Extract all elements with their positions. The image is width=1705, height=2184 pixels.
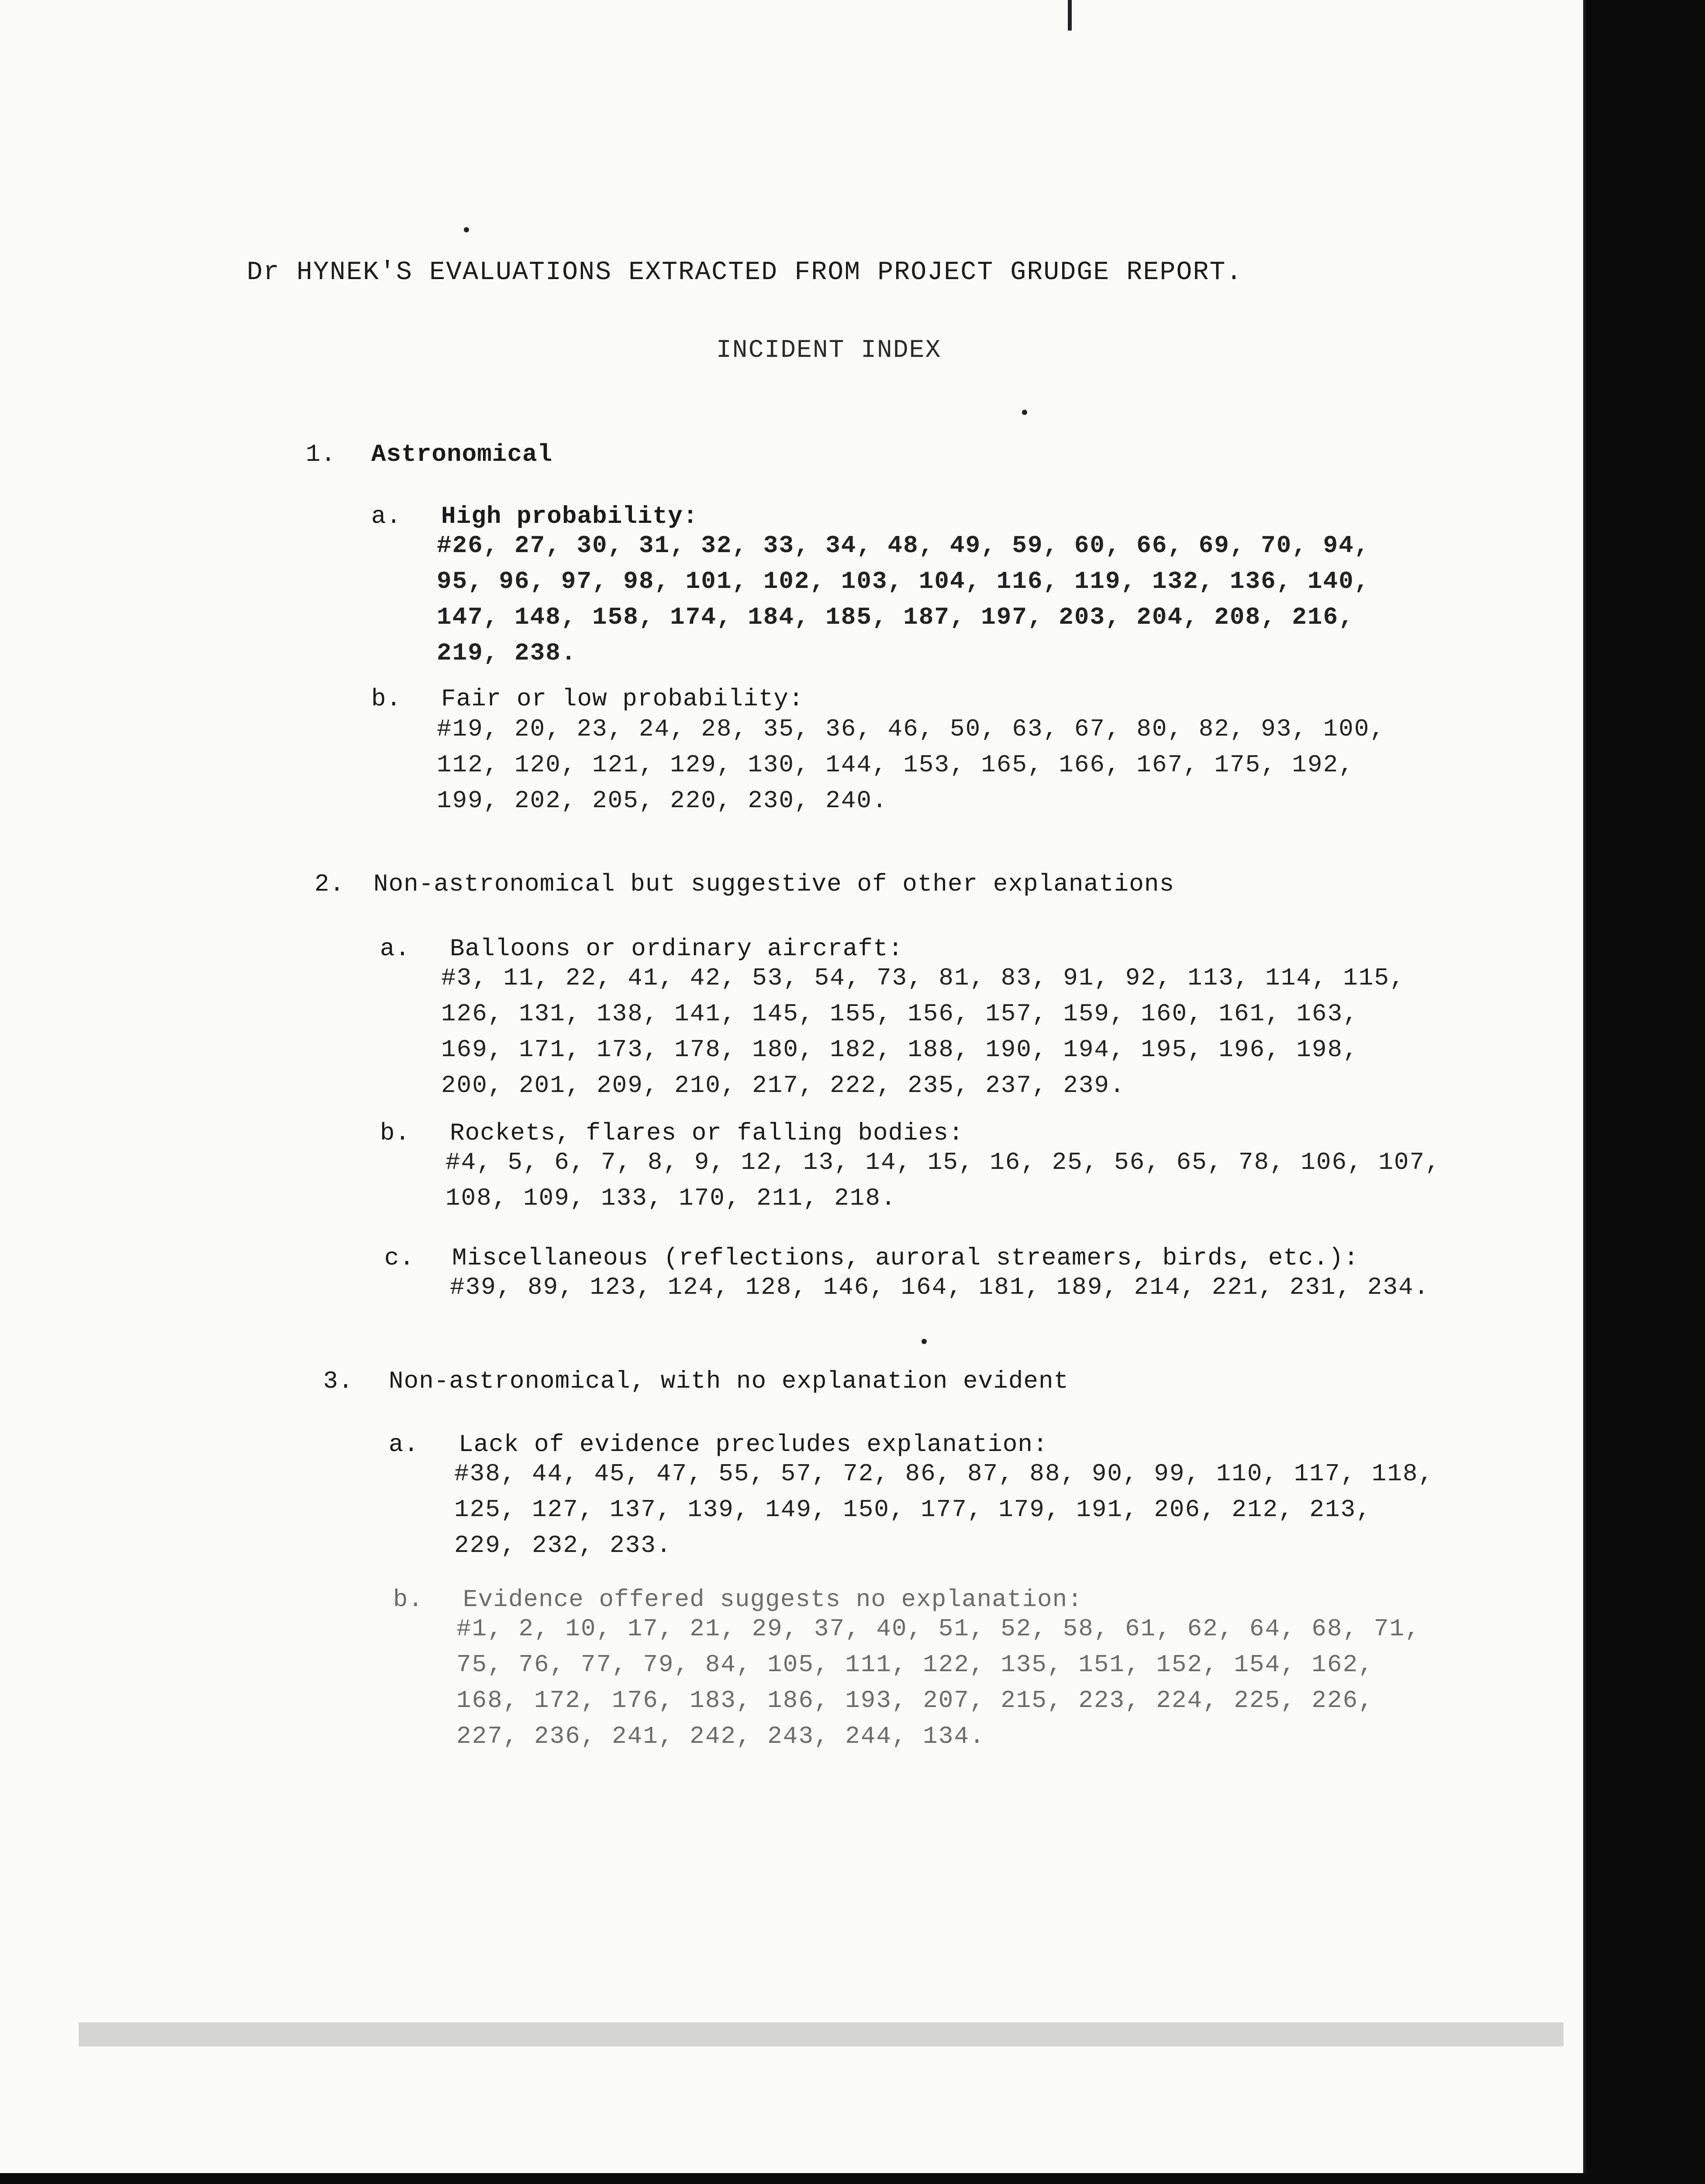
section-number: 3. — [323, 1367, 354, 1395]
subsection-title: Rockets, flares or falling bodies: — [450, 1119, 964, 1147]
subsection-title: Miscellaneous (reflections, auroral streamers, birds, etc.): — [452, 1244, 1359, 1272]
scan-mark — [1068, 0, 1072, 31]
section-2-heading — [314, 870, 1174, 898]
subsection-letter: a. — [380, 935, 411, 963]
section-title: Non-astronomical, with no explanation evident — [389, 1367, 1069, 1395]
subsection-letter: c. — [384, 1244, 415, 1272]
incident-list-2b: #4, 5, 6, 7, 8, 9, 12, 13, 14, 15, 16, 25, 56, 65, 78, 106, 107, 108, 109, 133, 170, 211, 218. — [445, 1148, 1441, 1212]
subsection-1b-heading — [371, 685, 804, 713]
section-title: Non-astronomical but suggestive of other explanations — [373, 870, 1175, 898]
section-title: Astronomical — [371, 440, 553, 468]
subsection-2c-heading — [384, 1244, 1359, 1272]
subsection-letter: a. — [371, 502, 402, 530]
section-number: 2. — [314, 870, 345, 898]
incident-list-2c: #39, 89, 123, 124, 128, 146, 164, 181, 189, 214, 221, 231, 234. — [450, 1273, 1430, 1301]
subsection-title: Balloons or ordinary aircraft: — [450, 935, 904, 963]
section-number: 1. — [306, 440, 336, 468]
scan-shadow — [79, 2022, 1563, 2046]
subsection-title: High probability: — [441, 502, 698, 530]
subsection-title: Fair or low probability: — [441, 685, 804, 713]
subsection-2b-heading — [380, 1119, 964, 1147]
document-title: Dr HYNEK'S EVALUATIONS EXTRACTED FROM PROJECT GRUDGE REPORT. — [247, 258, 1243, 287]
subsection-letter: b. — [371, 685, 402, 713]
ink-speck — [464, 227, 469, 232]
incident-list-2a: #3, 11, 22, 41, 42, 53, 54, 73, 81, 83, 91, 92, 113, 114, 115, 126, 131, 138, 141, 145, 155, 156, 157, 159, 160, 161, 163, 169, 171, 173, 178, 180, 182, 188, 190, 194, 195, 196, 198, 200, 201, 209, 210, 217, 222, 235, 237, 239. — [441, 964, 1405, 1099]
subsection-letter: b. — [393, 1586, 424, 1614]
subsection-letter: a. — [389, 1431, 419, 1458]
subsection-title: Lack of evidence precludes explanation: — [459, 1431, 1048, 1458]
incident-list-1b: #19, 20, 23, 24, 28, 35, 36, 46, 50, 63, 67, 80, 82, 93, 100, 112, 120, 121, 129, 130, 144, 153, 165, 166, 167, 175, 192, 199, 202, 205, 220, 230, 240. — [437, 715, 1385, 815]
subsection-3b-heading — [393, 1586, 1083, 1614]
subsection-3a-heading — [389, 1431, 1048, 1458]
incident-list-3a: #38, 44, 45, 47, 55, 57, 72, 86, 87, 88, 90, 99, 110, 117, 118, 125, 127, 137, 139, 149, 150, 177, 179, 191, 206, 212, 213, 229, 232, 233. — [454, 1460, 1434, 1559]
ink-speck — [922, 1339, 927, 1344]
section-3-heading — [323, 1367, 1069, 1395]
section-1-heading — [306, 440, 552, 468]
subsection-2a-heading — [380, 935, 903, 963]
document-subtitle: INCIDENT INDEX — [716, 336, 942, 365]
incident-list-3b: #1, 2, 10, 17, 21, 29, 37, 40, 51, 52, 58, 61, 62, 64, 68, 71, 75, 76, 77, 79, 84, 105, 111, 122, 135, 151, 152, 154, 162, 168, 172, 176, 183, 186, 193, 207, 215, 223, 224, 225, 226, 227, 236, 241, 242, 243, 244, 134. — [456, 1615, 1421, 1750]
subsection-title: Evidence offered suggests no explanation: — [463, 1586, 1083, 1614]
incident-list-1a: #26, 27, 30, 31, 32, 33, 34, 48, 49, 59, 60, 66, 69, 70, 94, 95, 96, 97, 98, 101, 102, 103, 104, 116, 119, 132, 136, 140, 147, 148, 158, 174, 184, 185, 187, 197, 203, 204, 208, 216, 219, 238. — [437, 532, 1370, 667]
ink-speck — [1022, 410, 1027, 415]
subsection-letter: b. — [380, 1119, 411, 1147]
subsection-1a-heading — [371, 502, 698, 530]
